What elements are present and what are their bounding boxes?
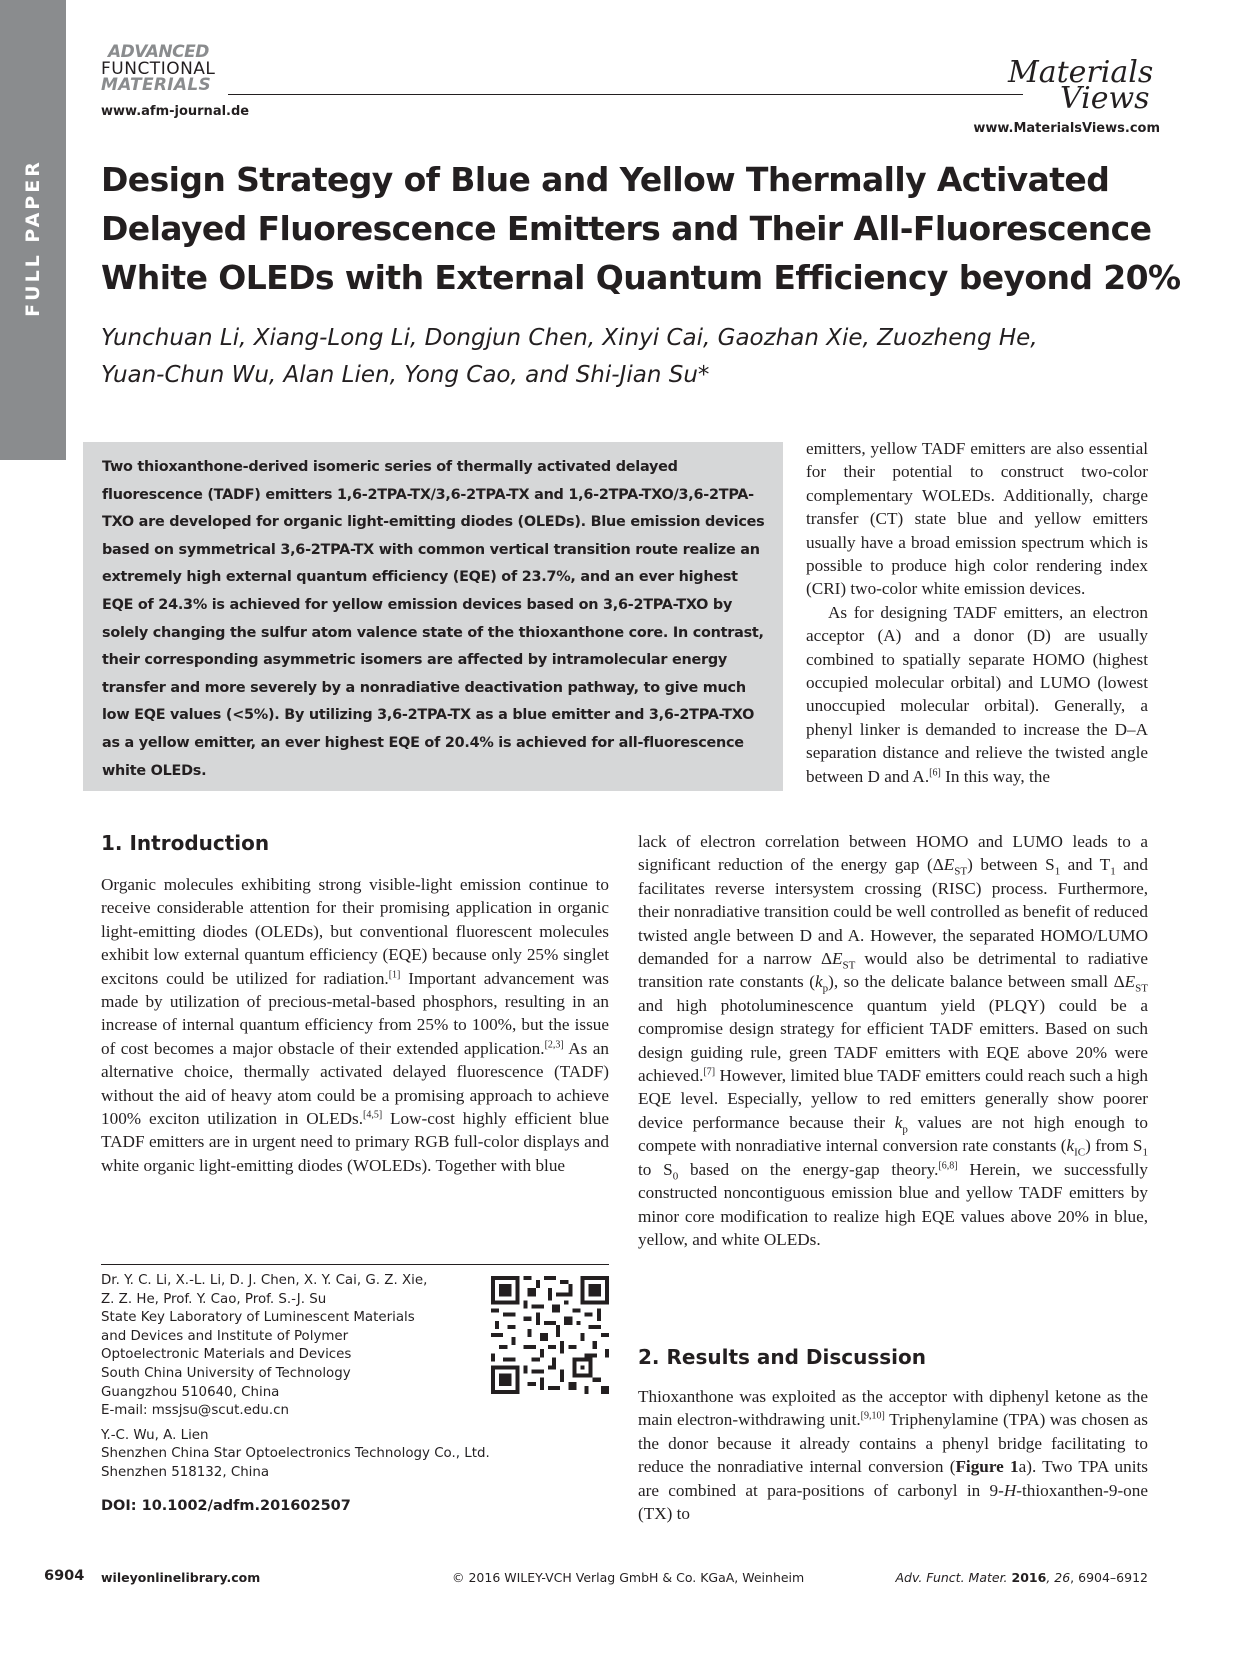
body-text-span: values are not high enough to compete with nonradiative internal conversion rate constants ( (638, 1112, 1148, 1156)
publisher-logo-word2: Views (1060, 81, 1150, 116)
body-text-span: As an alternative choice, thermally activated delayed fluorescence (TADF) without the aid of heavy atom could be a promising approach to achieve 100% exciton utilization in OLEDs. (101, 1038, 609, 1129)
math-subscript: 1 (1054, 865, 1061, 878)
body-column-right-top (806, 437, 1148, 788)
affiliation-line: Guangzhou 510640, China (101, 1384, 280, 1400)
body-text-span: Low-cost highly efficient blue TADF emitters are in urgent need to primary RGB full-color displays and white organic light-emitting diodes (WOLEDs). Together with blue (101, 1109, 609, 1175)
body-text-span: In this way, the (940, 766, 1050, 786)
body-text-span: emitters, yellow TADF emitters are also essential for their potential to construct two-color complementary WOLEDs. Additionally, charge transfer (CT) state blue and yellow emitters usually have a broad emission spectrum which is possible to produce high color rendering index (CRI) two-color white emission devices. (806, 439, 1148, 599)
affiliation-line: Shenzhen China Star Optoelectronics Technology Co., Ltd. (101, 1446, 490, 1462)
math-symbol: k (894, 1112, 903, 1132)
affiliation-line: Shenzhen 518132, China (101, 1464, 270, 1480)
body-text-span: Organic molecules exhibiting strong visible-light emission continue to receive considerable attention for their promising application in organic light-emitting diodes (OLEDs), but conventional fluorescent molecules exhibit low external quantum efficiency (EQE) because only 25% singlet excitons could be utilized for radiation. (101, 875, 609, 988)
body-text-span: lack of electron correlation between HOMO and LUMO leads to a significant reduction of the energy gap (Δ (638, 832, 1148, 875)
citation-ref[interactable]: [6,8] (938, 1159, 958, 1171)
section-heading-results: 2. Results and Discussion (638, 1345, 926, 1369)
citation-journal: Adv. Funct. Mater. (895, 1570, 1008, 1585)
math-subscript: 0 (672, 1170, 679, 1183)
body-paragraph (638, 830, 1148, 1251)
journal-logo-line2: FUNCTIONAL (101, 59, 216, 79)
affiliation-line: Y.-C. Wu, A. Lien (101, 1427, 209, 1443)
affiliation-line: Z. Z. He, Prof. Y. Cao, Prof. S.-J. Su (101, 1291, 327, 1307)
article-doi[interactable]: DOI: 10.1002/adfm.201602507 (101, 1498, 351, 1514)
journal-logo-line3: MATERIALS (101, 75, 212, 95)
body-text-span: ) from S (1085, 1136, 1143, 1156)
body-text-span: Thioxanthone was exploited as the acceptor with diphenyl ketone as the main electron-withdrawing unit. (638, 1387, 1148, 1430)
body-text-span: As for designing TADF emitters, an electron acceptor (A) and a donor (D) are usually combined to spatially separate HOMO (highest occupied molecular orbital) and LUMO (lowest unoccupied molecular orbital). Generally, a phenyl linker is demanded to increase the D–A separation distance and relieve the twisted angle between D and A. (806, 602, 1148, 786)
math-subscript: p (902, 1123, 908, 1136)
body-text-span: Important advancement was made by utilization of precious-metal-based phosphors, resulting in an increase of internal quantum efficiency from 25% to 100%, but the issue of cost becomes a major obstacle of their extended application. (101, 968, 609, 1058)
body-column-left-intro (101, 873, 609, 1177)
math-subscript: 1 (1110, 865, 1116, 878)
page-number: 6904 (44, 1568, 85, 1584)
affiliation-rule (101, 1264, 609, 1265)
body-text-span: Herein, we successfully constructed noncontiguous emission blue and yellow TADF emitters by minor core modification to realize high EQE values above 20% in blue, yellow, and white OLEDs. (638, 1159, 1148, 1249)
footer-citation: Adv. Funct. Mater. 2016, 26, 6904–6912 (895, 1570, 1148, 1585)
footer-copyright: © 2016 WILEY-VCH Verlag GmbH & Co. KGaA, Weinheim (452, 1570, 805, 1585)
math-subscript: IC (1074, 1146, 1086, 1159)
citation-pages: , 6904–6912 (1070, 1570, 1148, 1585)
body-column-right-mid (638, 830, 1148, 1251)
citation-year: 2016 (1011, 1570, 1047, 1585)
math-symbol: k (814, 972, 823, 992)
publisher-url[interactable]: www.MaterialsViews.com (973, 121, 1160, 136)
affiliation-block (101, 1272, 521, 1483)
body-text-span: and high photoluminescence quantum yield (PLQY) could be a compromise design strategy for efficient TADF emitters. Based on such design guiding rule, green TADF emitters with EQE above 20% were achieved. (638, 995, 1148, 1086)
header-rule (228, 94, 1023, 95)
journal-url[interactable]: www.afm-journal.de (101, 104, 250, 119)
body-text-span: a). Two TPA units are combined at para-positions of carbonyl in 9- (638, 1457, 1148, 1500)
math-symbol: E (832, 949, 843, 969)
math-subscript: 1 (1142, 1146, 1148, 1159)
body-text-span: to S (638, 1159, 673, 1179)
section-label: FULL PAPER (22, 159, 44, 317)
abstract-box (83, 442, 783, 791)
author-email[interactable]: E-mail: mssjsu@scut.edu.cn (101, 1403, 289, 1419)
math-subscript: ST (842, 959, 856, 972)
math-subscript: ST (954, 865, 968, 878)
affiliation-line: South China University of Technology (101, 1365, 351, 1381)
publisher-logo (1008, 56, 1164, 116)
body-paragraph (638, 1385, 1148, 1525)
figure-ref[interactable]: Figure 1 (955, 1457, 1019, 1477)
math-symbol: H (1003, 1480, 1017, 1500)
math-symbol: E (943, 855, 955, 875)
affiliation-line: Optoelectronic Materials and Devices (101, 1347, 352, 1363)
body-text-span: ), so the delicate balance between small Δ (828, 972, 1125, 992)
math-subscript: p (822, 982, 829, 995)
citation-ref[interactable]: [9,10] (860, 1410, 885, 1422)
body-text-span: -thioxanthen-9-one (TX) to (638, 1480, 1148, 1524)
affiliation-line: and Devices and Institute of Polymer (101, 1328, 349, 1344)
citation-ref[interactable]: [7] (703, 1066, 716, 1078)
citation-ref[interactable]: [2,3] (544, 1039, 564, 1051)
body-paragraph (806, 437, 1148, 601)
body-paragraph (101, 873, 609, 1177)
affiliation-line: Dr. Y. C. Li, X.-L. Li, D. J. Chen, X. Y. Cai, G. Z. Xie, (101, 1273, 428, 1288)
publisher-logo-word1: Materials (1008, 55, 1154, 90)
math-subscript: ST (1135, 982, 1148, 995)
body-text-span: and T (1060, 855, 1111, 875)
body-text-span: based on the energy-gap theory. (678, 1159, 939, 1179)
citation-volume: 26 (1054, 1570, 1071, 1585)
article-authors: Yunchuan Li, Xiang-Long Li, Dongjun Chen, Xinyi Cai, Gaozhan Xie, Zuozheng He, Yuan-Chun Wu, Alan Lien, Yong Cao, and Shi-Jian Su* (101, 325, 1038, 388)
section-heading-introduction: 1. Introduction (101, 831, 270, 855)
journal-logo-line1: ADVANCED (108, 42, 209, 62)
body-text-span: However, limited blue TADF emitters could reach such a high EQE level. Especially, yellow to red emitters generally show poorer device performance because their (638, 1066, 1148, 1132)
abstract-text: Two thioxanthone-derived isomeric series of thermally activated delayed fluorescence (TADF) emitters 1,6-2TPA-TX/3,6-2TPA-TX and 1,6-2TPA-TXO/3,6-2TPA-TXO are developed for organic light-emitting diodes (OLEDs). Blue emission devices based on symmetrical 3,6-2TPA-TX with common vertical transition route realize an extremely high external quantum efficiency (EQE) of 23.7%, and an ever highest EQE of 24.3% is achieved for yellow emission devices based on 3,6-2TPA-TXO by solely changing the sulfur atom valence state of the thioxanthone core. In contrast, their corresponding asymmetric isomers are affected by intramolecular energy transfer and more severely by a nonradiative deactivation pathway, to give much low EQE values (<5%). By utilizing 3,6-2TPA-TX as a blue emitter and 3,6-2TPA-TXO as a yellow emitter, an ever highest EQE of 20.4% is achieved for all-fluorescence white OLEDs. (102, 459, 765, 779)
section-side-tab (0, 0, 66, 460)
citation-ref[interactable]: [1] (388, 968, 401, 980)
body-column-right-results (638, 1385, 1148, 1525)
citation-ref[interactable]: [6] (929, 766, 941, 778)
affiliation-line: State Key Laboratory of Luminescent Materials (101, 1310, 415, 1326)
article-title: Design Strategy of Blue and Yellow Thermally Activated Delayed Fluorescence Emitters and Their All-Fluorescence White OLEDs with External Quantum Efficiency beyond 20% (101, 160, 1181, 297)
body-text-span: ) between S (967, 855, 1055, 875)
footer-site-link[interactable]: wileyonlinelibrary.com (101, 1570, 261, 1585)
math-symbol: k (1066, 1136, 1075, 1156)
body-text-span: would also be detrimental to radiative transition rate constants ( (638, 949, 1149, 992)
math-symbol: E (1124, 972, 1136, 992)
citation-ref[interactable]: [4,5] (363, 1109, 383, 1121)
qr-code-icon[interactable] (491, 1276, 609, 1394)
body-text-span: and facilitates reverse intersystem crossing (RISC) process. Furthermore, their nonradiative transition could be well controlled as benefit of reduced twisted angle between D and A. However, the separated HOMO/LUMO demanded for a narrow Δ (638, 855, 1148, 969)
body-paragraph (806, 601, 1148, 788)
body-text-span: Triphenylamine (TPA) was chosen as the donor because it already contains a phenyl bridge facilitating to reduce the nonradiative internal conversion ( (638, 1410, 1148, 1477)
